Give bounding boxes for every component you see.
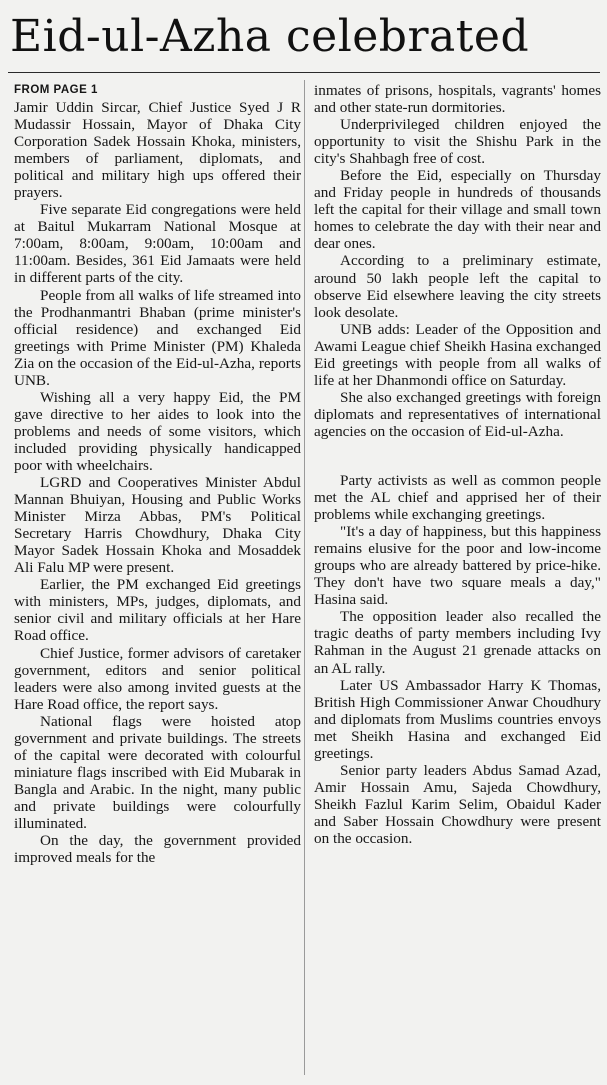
paragraph: Later US Ambassador Harry K Thomas, British High Commissioner Anwar Choudhury and diplomats from Muslims countries envoys met Sheikh Hasina and exchanged Eid greetings. [314,676,601,762]
paragraph: She also exchanged greetings with foreign diplomats and representatives of international agencies on the occasion of Eid-ul-Azha. [314,388,601,440]
column-divider [304,80,305,1075]
paragraph: LGRD and Cooperatives Minister Abdul Mannan Bhuiyan, Housing and Public Works Minister Mirza Abbas, PM's Political Secretary Harris Chowdhury, Dhaka City Mayor Sadek Hossain Khoka and Mosaddek Ali Falu MP were present. [14,474,301,577]
headline: Eid-ul-Azha celebrated [10,11,530,62]
left-column [14,82,301,866]
column-gap [314,440,601,472]
headline-rule [8,72,600,73]
paragraph: UNB adds: Leader of the Opposition and Awami League chief Sheikh Hasina exchanged Eid greetings with people from all walks of life at her Dhanmondi office on Saturday. [314,320,601,389]
paragraph: The opposition leader also recalled the tragic deaths of party members including Ivy Rahman in the August 21 grenade attacks on an AL rally. [314,608,601,677]
continuation-kicker: FROM PAGE 1 [14,84,98,96]
paragraph: Before the Eid, especially on Thursday and Friday people in hundreds of thousands left the capital for their village and small town homes to celebrate the day with their near and dear ones. [314,167,601,253]
paragraph: "It's a day of happiness, but this happiness remains elusive for the poor and low-income groups who are already battered by price-hike. They don't have two square meals a day," Hasina said. [314,523,601,609]
right-column [314,82,601,847]
paragraph: Five separate Eid congregations were held at Baitul Mukarram National Mosque at 7:00am, 8:00am, 9:00am, 10:00am and 11:00am. Besides, 361 Eid Jamaats were held in different parts of the city. [14,201,301,287]
paragraph: Jamir Uddin Sircar, Chief Justice Syed J R Mudassir Hossain, Mayor of Dhaka City Corporation Sadek Hossain Khoka, ministers, members of parliament, diplomats, and political and military high ups offered their prayers. [14,99,301,202]
paragraph: Party activists as well as common people met the AL chief and apprised her of their problems while exchanging greetings. [314,471,601,524]
paragraph: Senior party leaders Abdus Samad Azad, Amir Hossain Amu, Sajeda Chowdhury, Sheikh Fazlul Karim Selim, Obaidul Kader and Saber Hossain Chowdhury were present on the occasion. [314,761,601,847]
paragraph: inmates of prisons, hospitals, vagrants' homes and other state-run dormitories. [314,82,601,117]
paragraph: Wishing all a very happy Eid, the PM gave directive to her aides to look into the problems and needs of some visitors, which included providing physically handicapped poor with wheelchairs. [14,388,301,474]
paragraph: On the day, the government provided improved meals for the [14,832,301,867]
paragraph: National flags were hoisted atop government and private buildings. The streets of the capital were decorated with colourful miniature flags inscribed with Eid Mubarak in Bangla and Arabic. In the night, many public and private buildings were colourfully illuminated. [14,712,301,832]
paragraph: Chief Justice, former advisors of caretaker government, editors and senior political leaders were also among invited guests at the Hare Road office, the report says. [14,644,301,713]
paragraph: People from all walks of life streamed into the Prodhanmantri Bhaban (prime minister's official residence) and exchanged Eid greetings with Prime Minister (PM) Khaleda Zia on the occasion of the Eid-ul-Azha, reports UNB. [14,286,301,389]
paragraph: Earlier, the PM exchanged Eid greetings with ministers, MPs, judges, diplomats, and senior civil and military officials at her Hare Road office. [14,576,301,645]
paragraph: According to a preliminary estimate, around 50 lakh people left the capital to observe Eid elsewhere leaving the city streets look desolate. [314,252,601,321]
paragraph: Underprivileged children enjoyed the opportunity to visit the Shishu Park in the city's Shahbagh free of cost. [314,116,601,168]
